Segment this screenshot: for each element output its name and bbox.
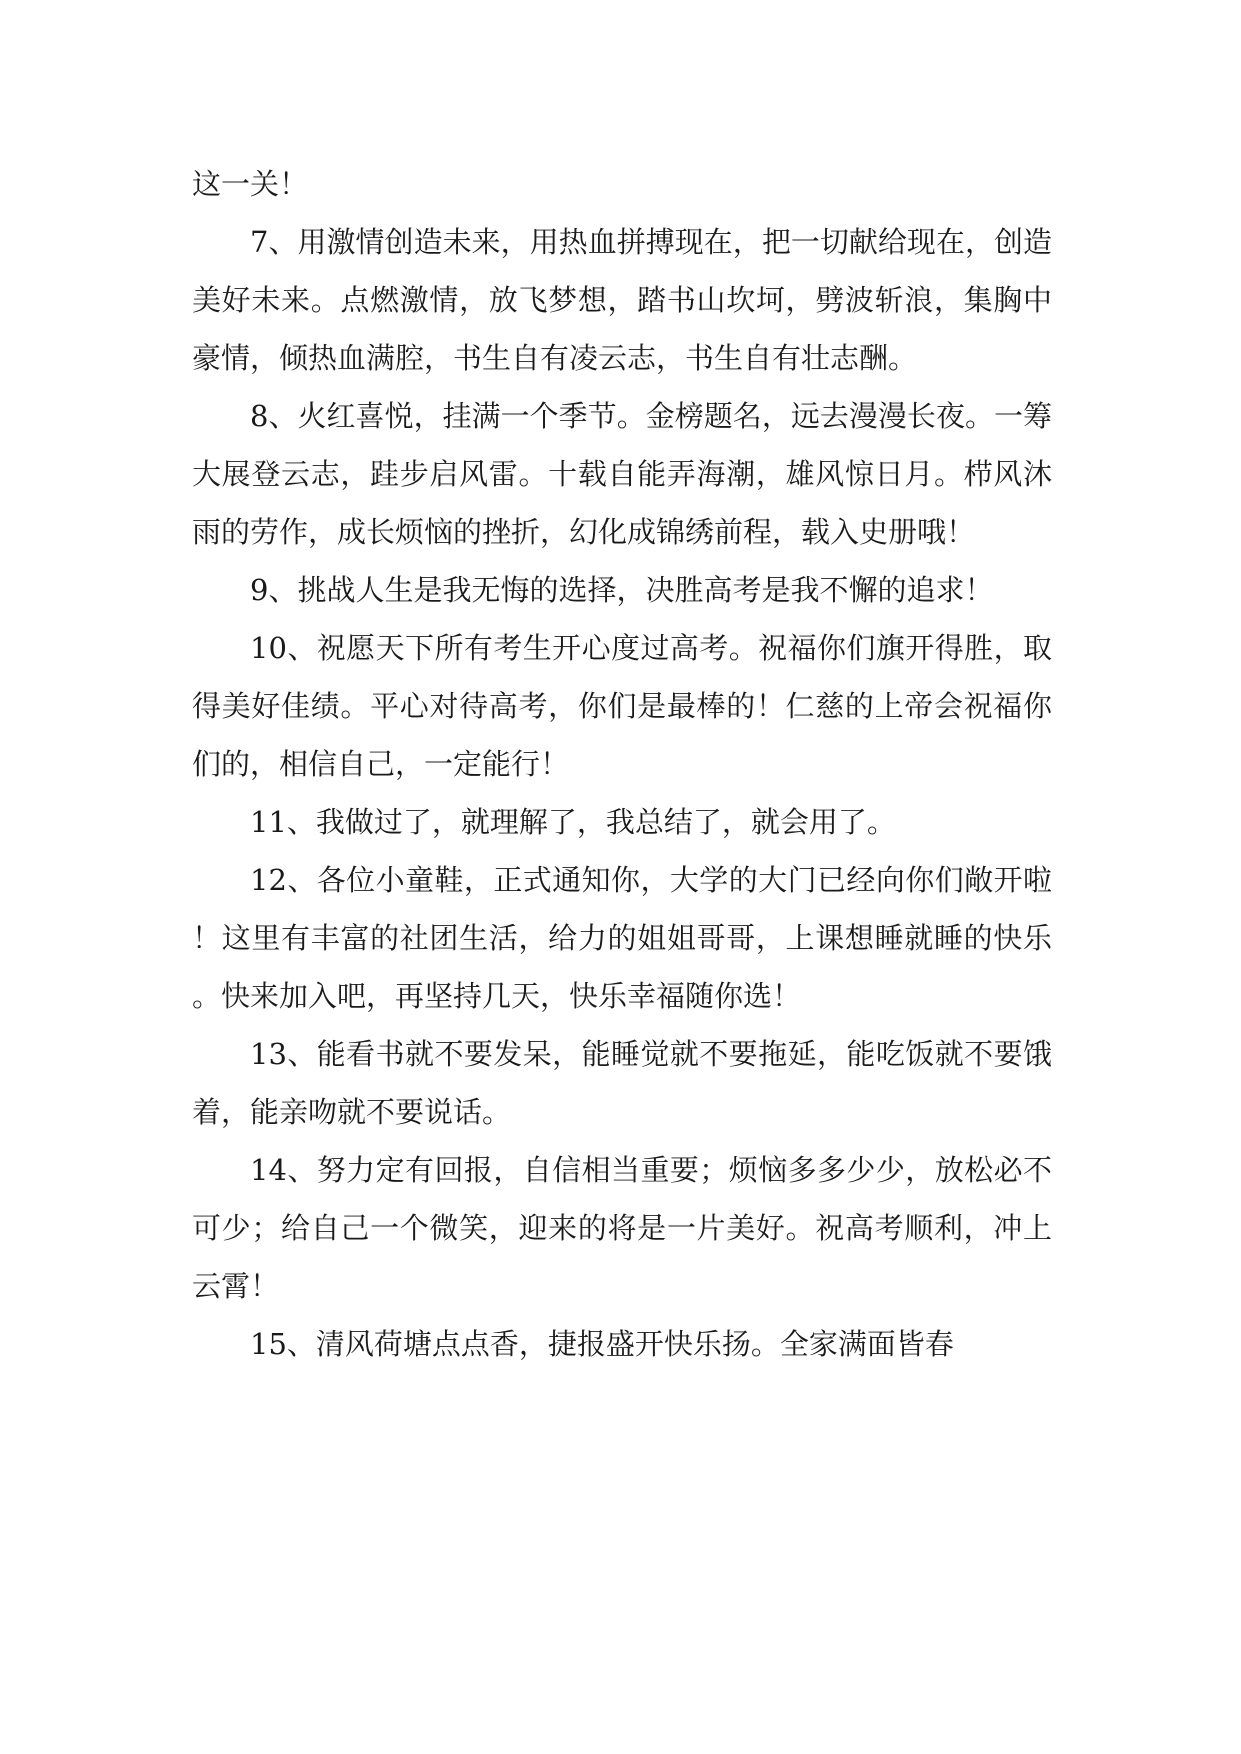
paragraph-item-13: 13、能看书就不要发呆，能睡觉就不要拖延，能吃饭就不要饿着，能亲吻就不要说话。 bbox=[192, 1037, 1052, 1129]
paragraph-item-8: 8、火红喜悦，挂满一个季节。金榜题名，远去漫漫长夜。一筹大展登云志，跬步启风雷。十载自能弄海潮，雄风惊日月。栉风沐雨的劳作，成长烦恼的挫折，幻化成锦绣前程，载入史册哦！ bbox=[192, 399, 1052, 549]
paragraph-item-10: 10、祝愿天下所有考生开心度过高考。祝福你们旗开得胜，取得美好佳绩。平心对待高考，你们是最棒的！仁慈的上帝会祝福你们的，相信自己，一定能行！ bbox=[192, 631, 1052, 781]
paragraph-item-11: 11、我做过了，就理解了，我总结了，就会用了。 bbox=[250, 805, 896, 839]
paragraph-continuation: 这一关！ bbox=[192, 167, 309, 201]
document-body bbox=[192, 155, 1052, 1373]
paragraph-item-14: 14、努力定有回报，自信相当重要；烦恼多多少少，放松必不可少；给自己一个微笑，迎来的将是一片美好。祝高考顺利，冲上云霄！ bbox=[192, 1153, 1052, 1303]
paragraph-item-9: 9、挑战人生是我无悔的选择，决胜高考是我不懈的追求！ bbox=[250, 573, 994, 607]
paragraph-item-12: 12、各位小童鞋，正式通知你，大学的大门已经向你们敞开啦！这里有丰富的社团生活，给力的姐姐哥哥，上课想睡就睡的快乐。快来加入吧，再坚持几天，快乐幸福随你选！ bbox=[192, 863, 1052, 1013]
paragraph-item-7: 7、用激情创造未来，用热血拼搏现在，把一切献给现在，创造美好未来。点燃激情，放飞梦想，踏书山坎坷，劈波斩浪，集胸中豪情，倾热血满腔，书生自有凌云志，书生自有壮志酬。 bbox=[192, 225, 1052, 375]
paragraph-item-15: 15、清风荷塘点点香，捷报盛开快乐扬。全家满面皆春 bbox=[250, 1327, 954, 1361]
